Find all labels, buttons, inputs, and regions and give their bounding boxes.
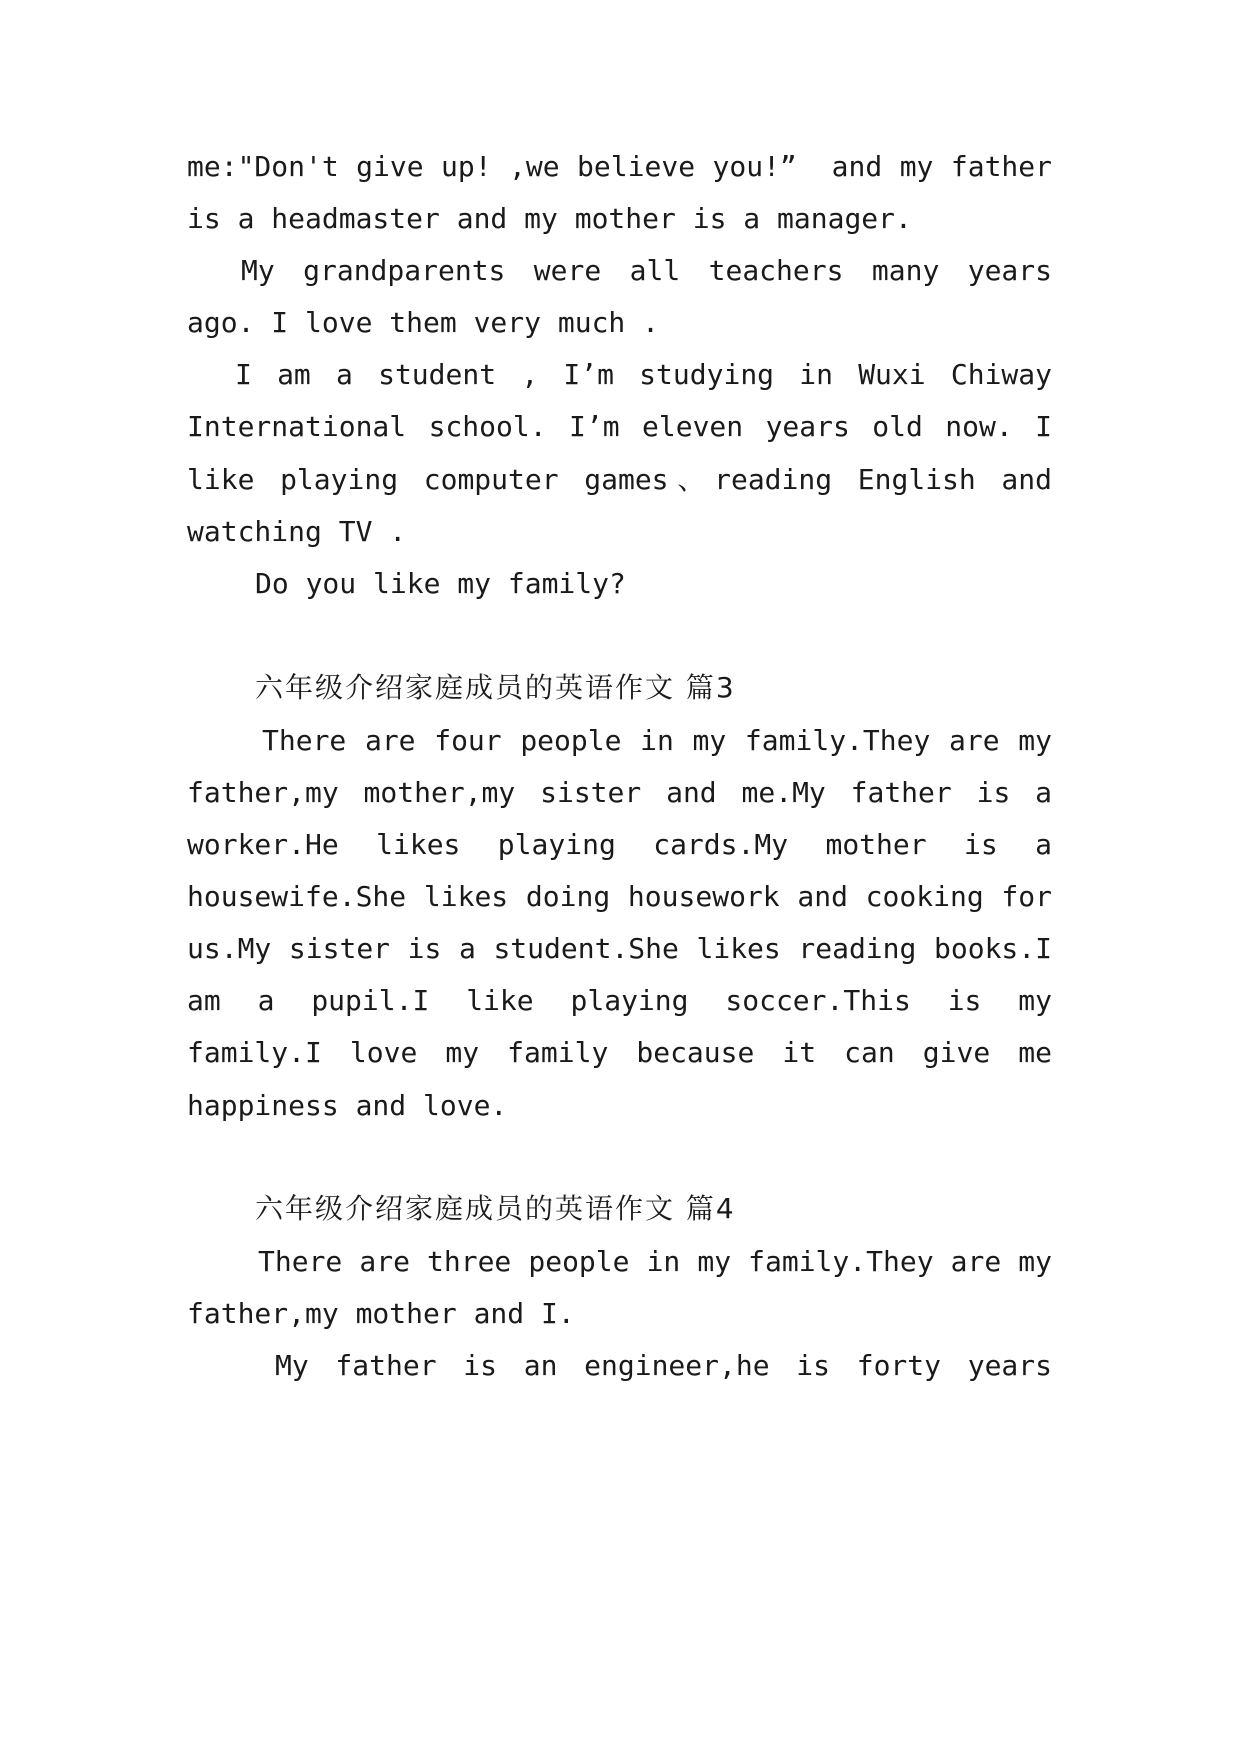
paragraph-line: There are four people in my family.They are my	[262, 724, 1052, 757]
paragraph-line: watching TV .	[187, 515, 407, 548]
paragraph-line: My grandparents were all teachers many years	[241, 254, 1052, 287]
paragraph-line: International school. I’m eleven years old now. I	[187, 410, 1052, 443]
section-heading: 六年级介绍家庭成员的英语作文 篇4	[255, 1192, 736, 1225]
paragraph-line: am a pupil.I like playing soccer.This is my	[187, 984, 1052, 1017]
paragraph-line: worker.He likes playing cards.My mother is a	[187, 828, 1052, 861]
paragraph-line: me:"Don't give up! ,we believe you!” and my father	[187, 150, 1052, 183]
paragraph-line: ago. I love them very much .	[187, 306, 660, 339]
paragraph-line: I am a student , I’m studying in Wuxi Chiway	[235, 358, 1052, 391]
paragraph-line: There are three people in my family.They are my	[258, 1245, 1052, 1278]
paragraph-line: family.I love my family because it can give me	[187, 1036, 1052, 1069]
paragraph-line: Do you like my family?	[255, 567, 626, 600]
paragraph-line: us.My sister is a student.She likes reading books.I	[187, 932, 1052, 965]
paragraph-line: father,my mother,my sister and me.My father is a	[187, 776, 1052, 809]
section-heading: 六年级介绍家庭成员的英语作文 篇3	[255, 671, 736, 704]
paragraph-line: father,my mother and I.	[187, 1297, 575, 1330]
paragraph-line: happiness and love.	[187, 1089, 508, 1122]
paragraph-line: housewife.She likes doing housework and cooking for	[187, 880, 1052, 913]
paragraph-line: like playing computer games、reading English and	[187, 463, 1052, 496]
paragraph-line: My father is an engineer,he is forty years	[275, 1349, 1052, 1382]
paragraph-line: is a headmaster and my mother is a manager.	[187, 202, 912, 235]
